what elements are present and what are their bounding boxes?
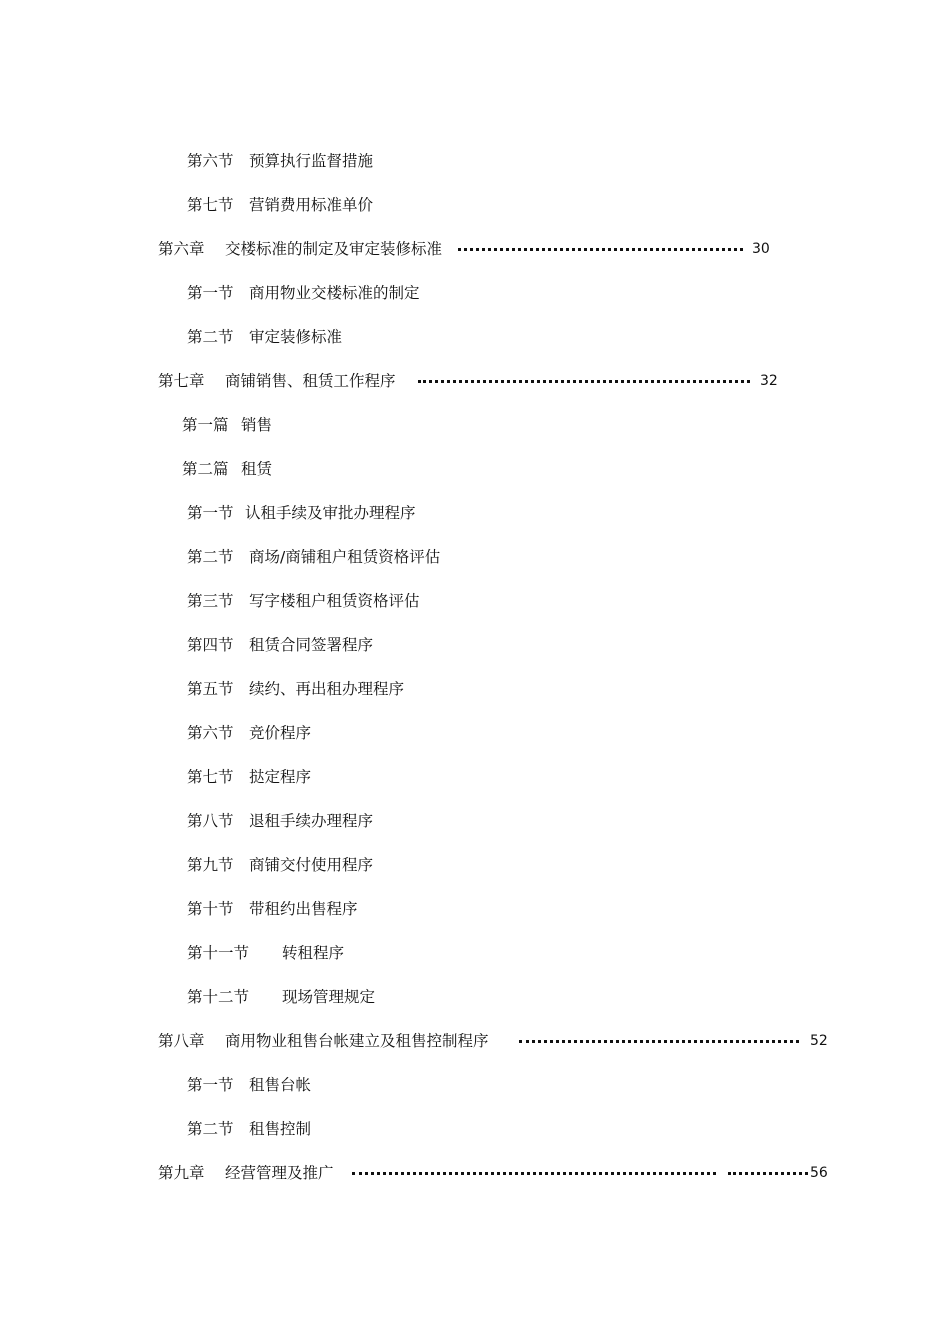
entry-label: 第二节 — [187, 1120, 234, 1138]
part-label: 第二篇 — [182, 460, 229, 478]
entry-label: 第二节 — [187, 548, 234, 566]
toc-entry[interactable] — [187, 589, 420, 613]
entry-label: 第十节 — [187, 900, 234, 918]
entry-title: 带租约出售程序 — [249, 900, 358, 918]
entry-title: 续约、再出租办理程序 — [249, 680, 405, 698]
entry-label: 第二节 — [187, 328, 234, 346]
dot-leader — [458, 227, 743, 251]
entry-title: 商用物业交楼标准的制定 — [249, 284, 420, 302]
chapter-title: 商用物业租售台帐建立及租售控制程序 — [225, 1032, 489, 1050]
entry-label: 第三节 — [187, 592, 234, 610]
toc-entry[interactable] — [187, 193, 373, 217]
entry-label: 第一节 — [187, 284, 234, 302]
toc-entry[interactable] — [187, 721, 311, 745]
entry-label: 第五节 — [187, 680, 234, 698]
toc-chapter-entry[interactable] — [158, 237, 778, 261]
entry-label: 第一节 — [187, 1076, 234, 1094]
toc-entry[interactable] — [187, 765, 311, 789]
entry-title: 现场管理规定 — [282, 988, 376, 1006]
entry-label: 第七节 — [187, 196, 234, 214]
toc-entry[interactable] — [187, 677, 404, 701]
dot-leader — [519, 1019, 799, 1043]
toc-part-entry[interactable] — [182, 457, 272, 481]
entry-title: 写字楼租户租赁资格评估 — [249, 592, 420, 610]
toc-entry[interactable] — [187, 633, 373, 657]
entry-label: 第四节 — [187, 636, 234, 654]
entry-title: 认租手续及审批办理程序 — [245, 504, 416, 522]
entry-title: 竞价程序 — [249, 724, 312, 742]
entry-label: 第六节 — [187, 724, 234, 742]
toc-entry[interactable] — [187, 1073, 311, 1097]
toc-entry[interactable] — [187, 281, 420, 305]
dot-leader — [728, 1151, 808, 1175]
entry-label: 第七节 — [187, 768, 234, 786]
entry-label: 第一节 — [187, 504, 234, 522]
entry-title: 商场/商铺租户租赁资格评估 — [249, 548, 441, 566]
toc-entry[interactable] — [187, 1117, 311, 1141]
entry-title: 审定装修标准 — [249, 328, 343, 346]
toc-entry[interactable] — [187, 501, 416, 525]
entry-title: 挞定程序 — [249, 768, 312, 786]
part-label: 第一篇 — [182, 416, 229, 434]
toc-entry[interactable] — [187, 809, 373, 833]
toc-chapter-entry[interactable] — [158, 1161, 838, 1185]
toc-entry[interactable] — [187, 325, 342, 349]
entry-label: 第十二节 — [187, 988, 250, 1006]
entry-title: 转租程序 — [282, 944, 345, 962]
toc-chapter-entry[interactable] — [158, 1029, 838, 1053]
page-number: 30 — [752, 241, 770, 257]
part-title: 销售 — [241, 416, 273, 434]
toc-entry[interactable] — [187, 941, 344, 965]
chapter-title: 商铺销售、租赁工作程序 — [225, 372, 396, 390]
entry-title: 租赁合同签署程序 — [249, 636, 374, 654]
chapter-label: 第九章 — [158, 1164, 205, 1182]
toc-chapter-entry[interactable] — [158, 369, 788, 393]
entry-label: 第六节 — [187, 152, 234, 170]
dot-leader — [418, 359, 750, 383]
page-number: 32 — [760, 373, 778, 389]
chapter-title: 交楼标准的制定及审定装修标准 — [225, 240, 443, 258]
entry-label: 第八节 — [187, 812, 234, 830]
chapter-label: 第七章 — [158, 372, 205, 390]
toc-entry[interactable] — [187, 897, 358, 921]
page-number: 56 — [810, 1165, 828, 1181]
toc-part-entry[interactable] — [182, 413, 272, 437]
dot-leader — [352, 1151, 716, 1175]
entry-title: 营销费用标准单价 — [249, 196, 374, 214]
entry-label: 第十一节 — [187, 944, 250, 962]
page-number: 52 — [810, 1033, 828, 1049]
entry-label: 第九节 — [187, 856, 234, 874]
toc-entry[interactable] — [187, 545, 440, 569]
entry-title: 租售控制 — [249, 1120, 312, 1138]
chapter-label: 第八章 — [158, 1032, 205, 1050]
entry-title: 预算执行监督措施 — [249, 152, 374, 170]
entry-title: 商铺交付使用程序 — [249, 856, 374, 874]
part-title: 租赁 — [241, 460, 273, 478]
entry-title: 租售台帐 — [249, 1076, 312, 1094]
chapter-title: 经营管理及推广 — [225, 1164, 334, 1182]
chapter-label: 第六章 — [158, 240, 205, 258]
toc-entry[interactable] — [187, 985, 375, 1009]
entry-title: 退租手续办理程序 — [249, 812, 374, 830]
toc-entry[interactable] — [187, 853, 373, 877]
toc-entry[interactable] — [187, 149, 373, 173]
